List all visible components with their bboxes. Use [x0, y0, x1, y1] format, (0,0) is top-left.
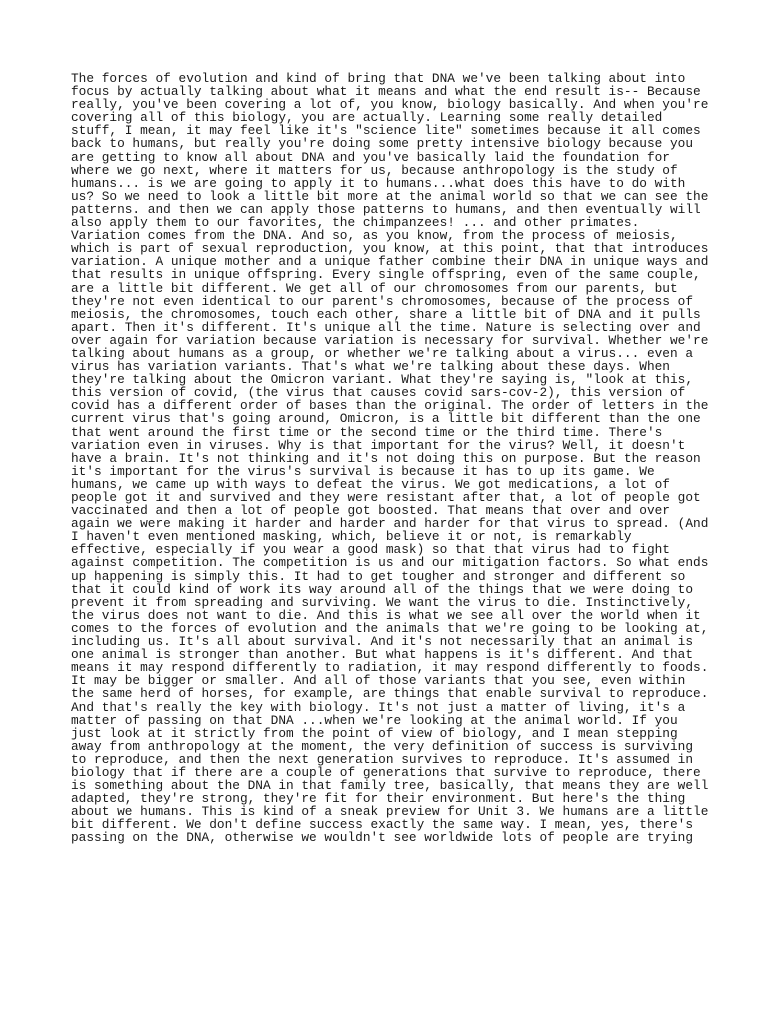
text-line: just look at it strictly from the point of view of biology, and I mean stepping	[71, 725, 678, 741]
text-line: one animal is stronger than another. But what happens is it's different. And that	[71, 647, 694, 663]
text-line: covering all of this biology, you are actually. Learning some really detailed	[71, 110, 663, 126]
text-line: talking about humans as a group, or whether we're talking about a virus... even a	[71, 345, 694, 361]
text-line: back to humans, but really you're doing some pretty intensive biology because you	[71, 136, 694, 152]
transcript-text	[71, 72, 731, 845]
text-line: that results in unique offspring. Every single offspring, even of the same couple,	[71, 267, 701, 283]
text-line: is something about the DNA in that family tree, basically, that means they are well	[71, 778, 709, 794]
text-line: us? So we need to look a little bit more at the animal world so that we can see the	[71, 188, 709, 204]
text-line: patterns. and then we can apply those patterns to humans, and then eventually will	[71, 201, 701, 217]
text-line: current virus that's going around, Omicron, is a little bit different than the one	[71, 411, 701, 427]
text-line: means it may respond differently to radiation, it may respond differently to foods.	[71, 660, 709, 676]
text-line: bit different. We don't define success exactly the same way. I mean, yes, there's	[71, 817, 694, 833]
text-line: apart. Then it's different. It's unique all the time. Nature is selecting over and	[71, 319, 701, 335]
text-line: again we were making it harder and harder and harder for that virus to spread. (And	[71, 516, 709, 532]
text-line: focus by actually talking about what it means and what the end result is-- Because	[71, 84, 701, 100]
text-line: that it could kind of work its way around all of the things that we were doing to	[71, 581, 694, 597]
text-line: are a little bit different. We get all of our chromosomes from our parents, but	[71, 280, 678, 296]
text-line: up happening is simply this. It had to get tougher and stronger and different so	[71, 568, 686, 584]
text-line: It may be bigger or smaller. And all of those variants that you see, even within	[71, 673, 686, 689]
text-line: they're talking about the Omicron variant. What they're saying is, "look at this,	[71, 372, 694, 388]
text-line: variation. A unique mother and a unique father combine their DNA in unique ways and	[71, 254, 709, 270]
text-line: about we humans. This is kind of a sneak preview for Unit 3. We humans are a little	[71, 804, 709, 820]
text-line: where we go next, where it matters for us, because anthropology is the study of	[71, 162, 678, 178]
text-line: humans, we came up with ways to defeat the virus. We got medications, a lot of	[71, 476, 670, 492]
text-line: meiosis, the chromosomes, touch each other, share a little bit of DNA and it pulls	[71, 306, 701, 322]
text-line: vaccinated and then a lot of people got boosted. That means that over and over	[71, 503, 670, 519]
text-line: prevent it from spreading and surviving. We want the virus to die. Instinctively,	[71, 594, 694, 610]
text-line: The forces of evolution and kind of bring that DNA we've been talking about into	[71, 71, 686, 86]
text-line: Variation comes from the DNA. And so, as you know, from the process of meiosis,	[71, 228, 678, 244]
text-line: have a brain. It's not thinking and it's not doing this on purpose. But the reason	[71, 450, 701, 466]
text-line: away from anthropology at the moment, the very definition of success is surviving	[71, 738, 694, 754]
text-line: effective, especially if you wear a good mask) so that that virus had to fight	[71, 542, 670, 558]
text-line: passing on the DNA, otherwise we wouldn't see worldwide lots of people are trying	[71, 830, 694, 846]
text-line: it's important for the virus's survival is because it has to up its game. We	[71, 463, 655, 479]
text-line: the virus does not want to die. And this is what we see all over the world when it	[71, 607, 701, 623]
text-line: are getting to know all about DNA and you've basically laid the foundation for	[71, 149, 670, 165]
text-line: I haven't even mentioned masking, which, believe it or not, is remarkably	[71, 529, 632, 545]
text-line: comes to the forces of evolution and the animals that we're going to be looking at,	[71, 620, 709, 636]
text-line: over again for variation because variation is necessary for survival. Whether we're	[71, 332, 709, 348]
text-line: also apply them to our favorites, the chimpanzees! ... and other primates.	[71, 215, 640, 231]
text-line: the same herd of horses, for example, are things that enable survival to reproduce.	[71, 686, 709, 702]
text-line: they're not even identical to our parent's chromosomes, because of the process of	[71, 293, 694, 309]
text-line: that went around the first time or the second time or the third time. There's	[71, 424, 663, 440]
text-line: humans... is we are going to apply it to humans...what does this have to do with	[71, 175, 686, 191]
text-line: biology that if there are a couple of generations that survive to reproduce, there	[71, 764, 701, 780]
text-line: which is part of sexual reproduction, you know, at this point, that that introduces	[71, 241, 709, 257]
text-line: against competition. The competition is us and our mitigation factors. So what ends	[71, 555, 709, 571]
text-line: people got it and survived and they were resistant after that, a lot of people got	[71, 490, 701, 505]
text-line: really, you've been covering a lot of, you know, biology basically. And when you're	[71, 97, 709, 113]
text-line: stuff, I mean, it may feel like it's "science lite" sometimes because it all comes	[71, 123, 701, 139]
text-line: to reproduce, and then the next generation survives to reproduce. It's assumed in	[71, 751, 694, 767]
text-line: covid has a different order of bases than the original. The order of letters in the	[71, 398, 709, 414]
text-line: including us. It's all about survival. And it's not necessarily that an animal is	[71, 634, 694, 650]
text-line: And that's really the key with biology. It's not just a matter of living, it's a	[71, 699, 686, 715]
text-line: virus has variation variants. That's what we're talking about these days. When	[71, 359, 670, 375]
text-line: this version of covid, (the virus that causes covid sars-cov-2), this version of	[71, 385, 686, 401]
text-line: variation even in viruses. Why is that important for the virus? Well, it doesn't	[71, 437, 686, 453]
text-line: adapted, they're strong, they're fit for their environment. But here's the thing	[71, 791, 686, 807]
text-line: matter of passing on that DNA ...when we're looking at the animal world. If you	[71, 712, 678, 728]
